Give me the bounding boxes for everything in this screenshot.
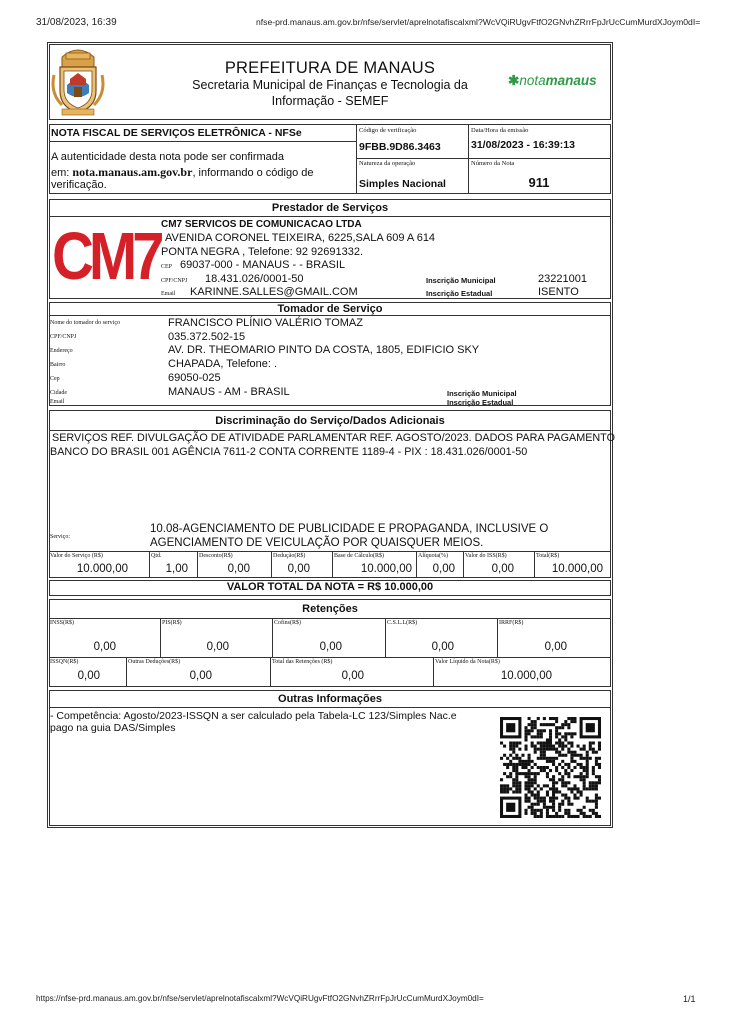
prestador-ie: ISENTO	[538, 286, 579, 298]
base-calculo-label: Base de Cálculo(R$)	[334, 553, 384, 559]
codigo-value: 9FBB.9D86.3463	[359, 141, 441, 153]
inss-value: 0,00	[93, 641, 116, 653]
issqn-value: 0,00	[77, 670, 100, 682]
page-subtitle-line1: Secretaria Municipal de Finanças e Tecnologia da	[192, 78, 468, 92]
outras-deducoes-value: 0,00	[189, 670, 212, 682]
retencoes-section-title: Retenções	[302, 603, 358, 615]
auth-line2: em: nota.manaus.am.gov.br, informando o código de	[51, 165, 314, 179]
pis-label: PIS(R$)	[162, 620, 182, 626]
numero-label: Número da Nota	[471, 160, 515, 167]
issqn-label: ISSQN(R$)	[50, 659, 79, 665]
cofins-value: 0,00	[319, 641, 342, 653]
outras-deducoes-label: Outras Deduções(R$)	[128, 659, 181, 665]
tomador-ie-label: Inscrição Estadual	[447, 398, 514, 407]
tomador-im-label: Inscrição Municipal	[447, 389, 517, 398]
tomador-bairro: CHAPADA, Telefone: .	[168, 358, 278, 370]
pis-value: 0,00	[206, 641, 229, 653]
tomador-nome: FRANCISCO PLÍNIO VALÉRIO TOMAZ	[168, 317, 363, 329]
logo-text-nota: nota	[519, 73, 546, 88]
prestador-im-label: Inscrição Municipal	[426, 276, 496, 285]
prestador-cep-label: CEP	[161, 264, 173, 270]
tomador-bairro-label: Bairro	[50, 362, 66, 368]
data-emissao-label: Data/Hora da emissão	[471, 127, 529, 134]
prestador-bairro: PONTA NEGRA , Telefone: 92 92691332.	[161, 246, 363, 258]
print-url-footer: https://nfse-prd.manaus.am.gov.br/nfse/servlet/aprelnotafiscalxml?WcVQiRUgvFtfO2GNvhZRrrFpJrUcCumMurdXJoym0dI=	[36, 994, 484, 1003]
irrf-label: IRRF(R$)	[499, 620, 524, 626]
manaus-coat-of-arms	[50, 45, 106, 117]
cm7-logo: CM7	[52, 219, 160, 294]
natureza-label: Natureza da operação	[359, 160, 416, 167]
discriminacao-line1: SERVIÇOS REF. DIVULGAÇÃO DE ATIVIDADE PARLAMENTAR REF. AGOSTO/2023. DADOS PARA PAGAMENTO	[52, 432, 615, 444]
tomador-section-title: Tomador de Serviço	[277, 303, 383, 315]
print-page-count: 1/1	[683, 994, 696, 1004]
valor-servico-value: 10.000,00	[76, 563, 128, 575]
print-url-header: nfse-prd.manaus.am.gov.br/nfse/servlet/aprelnotafiscalxml?WcVQiRUgvFtfO2GNvhZRrrFpJrUcCumMurdXJoym0dI=	[256, 17, 701, 27]
prestador-im: 23221001	[538, 273, 587, 285]
nota-heading: NOTA FISCAL DE SERVIÇOS ELETRÔNICA - NFSe	[51, 127, 302, 139]
qr-code-icon	[500, 717, 601, 818]
prestador-cep: 69037-000 - MANAUS - - BRASIL	[180, 259, 346, 271]
auth-line3: verificação.	[51, 179, 107, 191]
deducao-value: 0,00	[287, 563, 310, 575]
data-emissao-value: 31/08/2023 - 16:39:13	[471, 139, 575, 151]
discriminacao-line2: BANCO DO BRASIL 001 AGÊNCIA 7611-2 CONTA CORRENTE 1189-4 - PIX : 18.431.026/0001-50	[50, 446, 528, 458]
natureza-value: Simples Nacional	[359, 178, 446, 190]
valor-liquido-label: Valor Líquido da Nota(R$)	[435, 659, 500, 665]
page-subtitle-line2: Informação - SEMEF	[271, 94, 389, 108]
tomador-nome-label: Nome do tomador do serviço	[50, 320, 120, 326]
qtd-value: 1,00	[165, 563, 188, 575]
aliquota-label: Alíquota(%)	[418, 553, 448, 559]
tomador-cpf: 035.372.502-15	[168, 331, 246, 343]
valor-servico-label: Valor do Serviço (R$)	[50, 553, 103, 559]
numero-value: 911	[528, 175, 550, 190]
tomador-cidade: MANAUS - AM - BRASIL	[168, 386, 290, 398]
discriminacao-section-title: Discriminação do Serviço/Dados Adicionais	[215, 415, 445, 427]
outras-info-line2: pago na guia DAS/Simples	[50, 722, 176, 734]
desconto-value: 0,00	[227, 563, 250, 575]
irrf-value: 0,00	[544, 641, 567, 653]
page-title: PREFEITURA DE MANAUS	[224, 59, 436, 77]
notamanaus-logo	[508, 73, 597, 89]
csll-value: 0,00	[431, 641, 454, 653]
prestador-cnpj-label: CPF/CNPJ	[161, 278, 188, 284]
prestador-nome: CM7 SERVICOS DE COMUNICACAO LTDA	[161, 219, 362, 230]
prestador-email: KARINNE.SALLES@GMAIL.COM	[190, 286, 358, 298]
total-retencoes-label: Total das Retenções (R$)	[272, 659, 333, 665]
servico-line2: AGENCIAMENTO DE VEICULAÇÃO POR QUAISQUER MEIOS.	[150, 537, 484, 549]
outras-info-section-title: Outras Informações	[278, 693, 382, 705]
servico-label: Serviço:	[50, 534, 70, 540]
deducao-label: Dedução(R$)	[273, 553, 306, 559]
total-value: 10.000,00	[551, 563, 603, 575]
print-datetime: 31/08/2023, 16:39	[36, 17, 117, 28]
tomador-cep: 69050-025	[168, 372, 221, 384]
codigo-label: Código de verificação	[359, 127, 417, 134]
tomador-cidade-label: Cidade	[50, 390, 67, 396]
prestador-endereco: AVENIDA CORONEL TEIXEIRA, 6225,SALA 609 A 614	[165, 232, 436, 244]
desconto-label: Desconto(R$)	[199, 553, 233, 559]
logo-asterisk-icon: ✱	[508, 73, 520, 88]
logo-text-manaus: manaus	[545, 73, 597, 88]
valor-liquido-value: 10.000,00	[500, 670, 552, 682]
prestador-email-label: Email	[161, 291, 176, 297]
tomador-email-label: Email	[50, 399, 65, 405]
servico-line1: 10.08-AGENCIAMENTO DE PUBLICIDADE E PROPAGANDA, INCLUSIVE O	[150, 523, 549, 535]
valor-iss-value: 0,00	[491, 563, 514, 575]
tomador-cpf-label: CPF/CNPJ	[50, 334, 77, 340]
total-label: Total(R$)	[536, 553, 560, 559]
prestador-ie-label: Inscrição Estadual	[426, 289, 493, 298]
tomador-cep-label: Cep	[50, 376, 60, 382]
csll-label: C.S.L.L(R$)	[387, 620, 418, 626]
auth-line1: A autenticidade desta nota pode ser confirmada	[51, 151, 284, 163]
inss-label: INSS(R$)	[50, 620, 75, 626]
aliquota-value: 0,00	[432, 563, 455, 575]
total-retencoes-value: 0,00	[341, 670, 364, 682]
auth-site-link[interactable]: nota.manaus.am.gov.br	[72, 165, 193, 179]
prestador-section-title: Prestador de Serviços	[271, 202, 389, 214]
tomador-endereco: AV. DR. THEOMARIO PINTO DA COSTA, 1805, EDIFICIO SKY	[168, 344, 480, 356]
valor-iss-label: Valor do ISS(R$)	[465, 553, 507, 559]
base-calculo-value: 10.000,00	[360, 563, 412, 575]
qtd-label: Qtd.	[151, 553, 162, 559]
outras-info-line1: - Competência: Agosto/2023-ISSQN a ser calculado pela Tabela-LC 123/Simples Nac.e	[50, 710, 457, 722]
prestador-cnpj: 18.431.026/0001-50	[205, 273, 304, 285]
cofins-label: Cofins(R$)	[274, 620, 301, 626]
tomador-endereco-label: Endereço	[50, 348, 73, 354]
valor-total-nota: VALOR TOTAL DA NOTA = R$ 10.000,00	[226, 581, 434, 593]
